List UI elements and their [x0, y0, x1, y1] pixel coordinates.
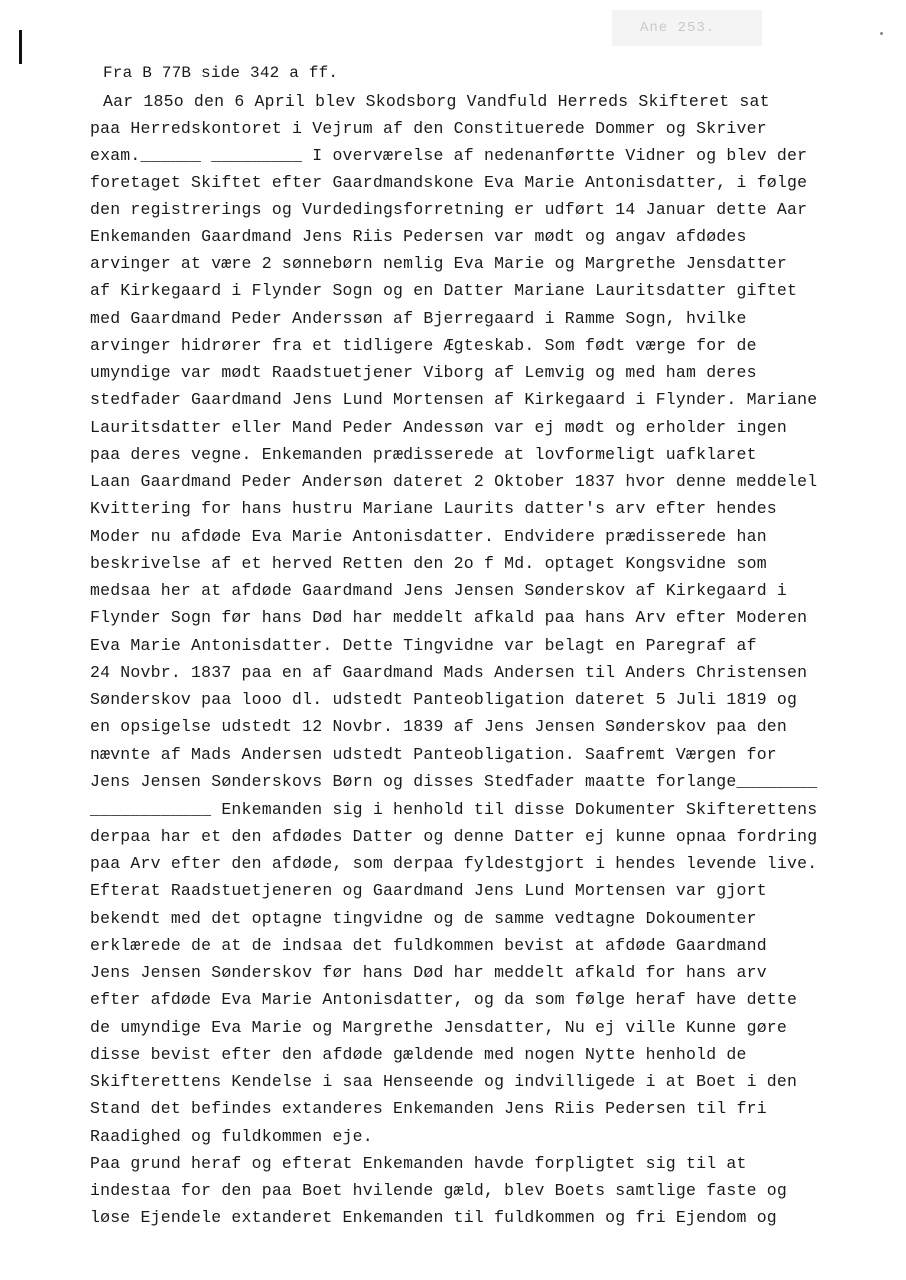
text-line: Laan Gaardmand Peder Andersøn dateret 2 Oktober 1837 hvor denne meddelel [90, 472, 818, 491]
text-line: Raadighed og fuldkommen eje. [90, 1127, 373, 1146]
text-line: efter afdøde Eva Marie Antonisdatter, og da som følge heraf have dette [90, 990, 798, 1009]
text-line: af Kirkegaard i Flynder Sogn og en Datter Mariane Lauritsdatter giftet [90, 281, 798, 300]
text-line: umyndige var mødt Raadstuetjener Viborg af Lemvig og med ham deres [90, 363, 757, 382]
text-line: Kvittering for hans hustru Mariane Laurits datter's arv efter hendes [90, 499, 777, 518]
text-line: Moder nu afdøde Eva Marie Antonisdatter. Endvidere prædisserede han [90, 527, 767, 546]
text-line: bekendt med det optagne tingvidne og de samme vedtagne Dokoumenter [90, 909, 757, 928]
text-line: Sønderskov paa looo dl. udstedt Panteobligation dateret 5 Juli 1819 og [90, 690, 798, 709]
text-line: med Gaardmand Peder Anderssøn af Bjerregaard i Ramme Sogn, hvilke [90, 309, 747, 328]
text-line: Jens Jensen Sønderskovs Børn og disses Stedfader maatte forlange________ [90, 772, 818, 791]
text-line: den registrerings og Vurdedingsforretning er udført 14 Januar dette Aar [90, 200, 808, 219]
text-line: Paa grund heraf og efterat Enkemanden havde forpligtet sig til at [90, 1154, 747, 1173]
text-line: de umyndige Eva Marie og Margrethe Jensdatter, Nu ej ville Kunne gøre [90, 1018, 788, 1037]
archive-stamp: Ane 253. [640, 20, 716, 36]
text-line: arvinger at være 2 sønnebørn nemlig Eva Marie og Margrethe Jensdatter [90, 254, 788, 273]
text-line: paa Herredskontoret i Vejrum af den Constituerede Dommer og Skriver [90, 119, 767, 138]
text-line: Lauritsdatter eller Mand Peder Andessøn var ej mødt og erholder ingen [90, 418, 788, 437]
text-line: paa deres vegne. Enkemanden prædisserede at lovformeligt uafklaret [90, 445, 757, 464]
text-line: foretaget Skiftet efter Gaardmandskone Eva Marie Antonisdatter, i følge [90, 173, 808, 192]
text-line: Flynder Sogn før hans Død har meddelt afkald paa hans Arv efter Moderen [90, 608, 808, 627]
text-line: medsaa her at afdøde Gaardmand Jens Jensen Sønderskov af Kirkegaard i [90, 581, 788, 600]
text-line: Eva Marie Antonisdatter. Dette Tingvidne var belagt en Paregraf af [90, 636, 757, 655]
text-line: ____________ Enkemanden sig i henhold til disse Dokumenter Skifterettens [90, 800, 818, 819]
text-line: Aar 185o den 6 April blev Skodsborg Vandfuld Herreds Skifteret sat [103, 92, 770, 111]
text-line: disse bevist efter den afdøde gældende med nogen Nytte henhold de [90, 1045, 747, 1064]
text-line: løse Ejendele extanderet Enkemanden til fuldkommen og fri Ejendom og [90, 1208, 777, 1227]
text-line: 24 Novbr. 1837 paa en af Gaardmand Mads Andersen til Anders Christensen [90, 663, 808, 682]
text-line: en opsigelse udstedt 12 Novbr. 1839 af Jens Jensen Sønderskov paa den [90, 717, 788, 736]
text-line: Enkemanden Gaardmand Jens Riis Pedersen var mødt og angav afdødes [90, 227, 747, 246]
source-reference: Fra B 77B side 342 a ff. [103, 64, 339, 82]
text-line: paa Arv efter den afdøde, som derpaa fyldestgjort i hendes levende live. [90, 854, 818, 873]
text-line: stedfader Gaardmand Jens Lund Mortensen af Kirkegaard i Flynder. Mariane [90, 390, 818, 409]
text-line: nævnte af Mads Andersen udstedt Panteobligation. Saafremt Værgen for [90, 745, 777, 764]
text-line: indestaa for den paa Boet hvilende gæld, blev Boets samtlige faste og [90, 1181, 788, 1200]
text-line: Jens Jensen Sønderskov før hans Død har meddelt afkald for hans arv [90, 963, 767, 982]
text-line: beskrivelse af et herved Retten den 2o f Md. optaget Kongsvidne som [90, 554, 767, 573]
text-line: erklærede de at de indsaa det fuldkommen bevist at afdøde Gaardmand [90, 936, 767, 955]
text-line: Skifterettens Kendelse i saa Henseende og indvilligede i at Boet i den [90, 1072, 798, 1091]
text-line: Efterat Raadstuetjeneren og Gaardmand Jens Lund Mortensen var gjort [90, 881, 767, 900]
text-line: Stand det befindes extanderes Enkemanden Jens Riis Pedersen til fri [90, 1099, 767, 1118]
text-line: arvinger hidrører fra et tidligere Ægteskab. Som født værge for de [90, 336, 757, 355]
text-line: exam.______ _________ I overværelse af nedenanførtte Vidner og blev der [90, 146, 808, 165]
text-line: derpaa har et den afdødes Datter og denne Datter ej kunne opnaa fordring [90, 827, 818, 846]
